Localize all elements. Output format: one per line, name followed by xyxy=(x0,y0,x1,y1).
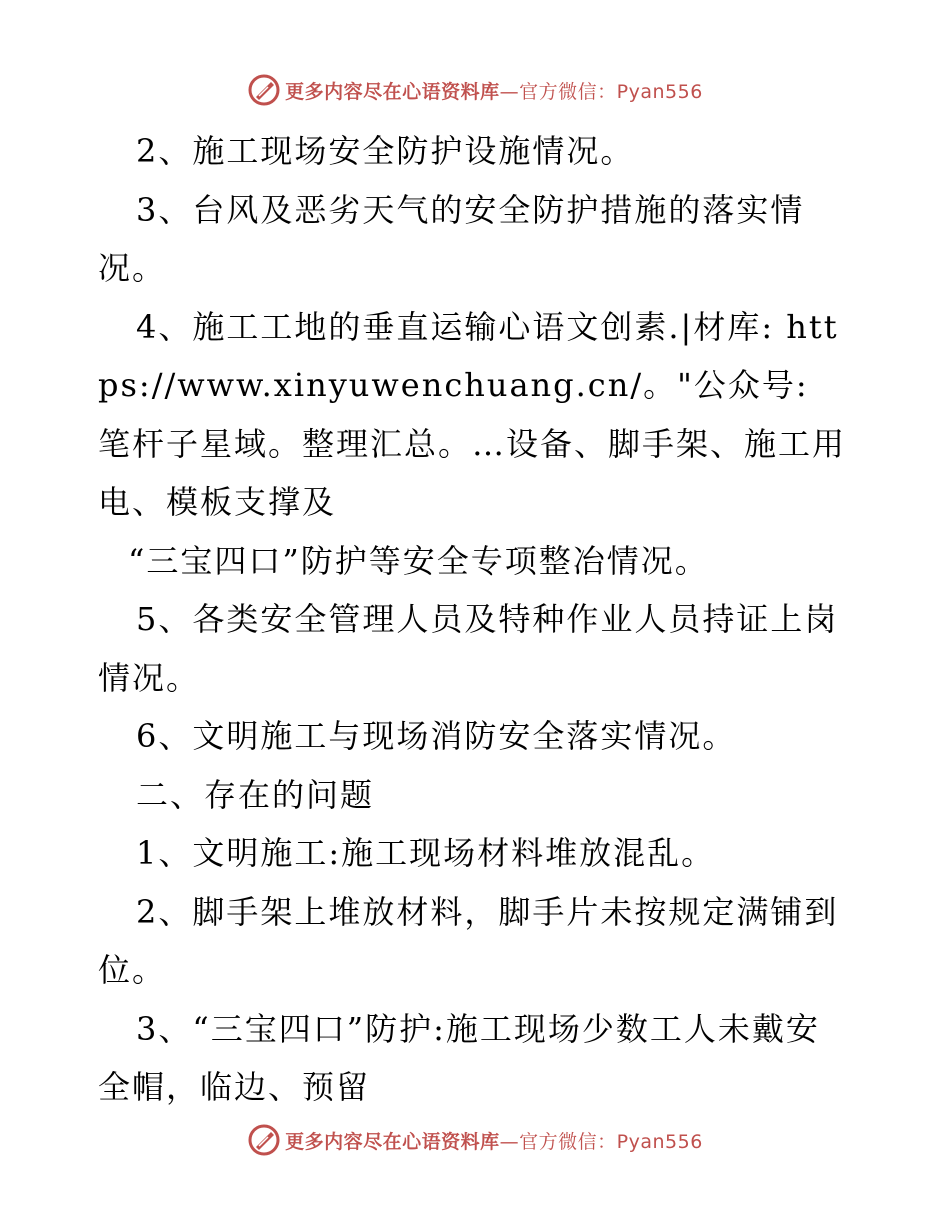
watermark-text xyxy=(285,1127,703,1154)
paragraph: 3、“三宝四口”防护:施工现场少数工人未戴安全帽，临边、预留 xyxy=(98,1009,820,1106)
watermark-contact: —官方微信：Pyan556 xyxy=(499,80,703,103)
watermark-banner-bottom xyxy=(0,1120,950,1160)
paragraph: “三宝四口”防护等安全专项整冶情况。 xyxy=(128,541,709,580)
paragraph: 1、文明施工:施工现场材料堆放混乱。 xyxy=(136,834,716,872)
paragraph: 3、台风及恶劣天气的安全防护措施的落实情况。 xyxy=(98,190,805,287)
watermark-text xyxy=(285,77,703,104)
quill-seal-icon xyxy=(247,1123,281,1157)
quill-seal-icon xyxy=(247,73,281,107)
document-body xyxy=(98,122,848,1117)
paragraph: 6、文明施工与现场消防安全落实情况。 xyxy=(136,717,737,755)
watermark-brand: 更多内容尽在心语资料库 xyxy=(285,1130,500,1153)
watermark-contact: —官方微信：Pyan556 xyxy=(499,1130,703,1153)
paragraph: 2、脚手架上堆放材料，脚手片未按规定满铺到位。 xyxy=(98,892,839,989)
watermark-banner-top xyxy=(0,70,950,110)
section-heading: 二、存在的问题 xyxy=(136,775,375,814)
paragraph: 2、施工现场安全防护设施情况。 xyxy=(136,132,635,170)
paragraph: 4、施工工地的垂直运输心语文创素.|材库: https://www.xinyuwenchuang.cn/。"公众号: 笔杆子星域。整理汇总。…设备、脚手架、施工用电、模板支撑及 xyxy=(98,307,847,521)
paragraph: 5、各类安全管理人员及特种作业人员持证上岗情况。 xyxy=(98,600,839,697)
watermark-brand: 更多内容尽在心语资料库 xyxy=(285,80,500,103)
